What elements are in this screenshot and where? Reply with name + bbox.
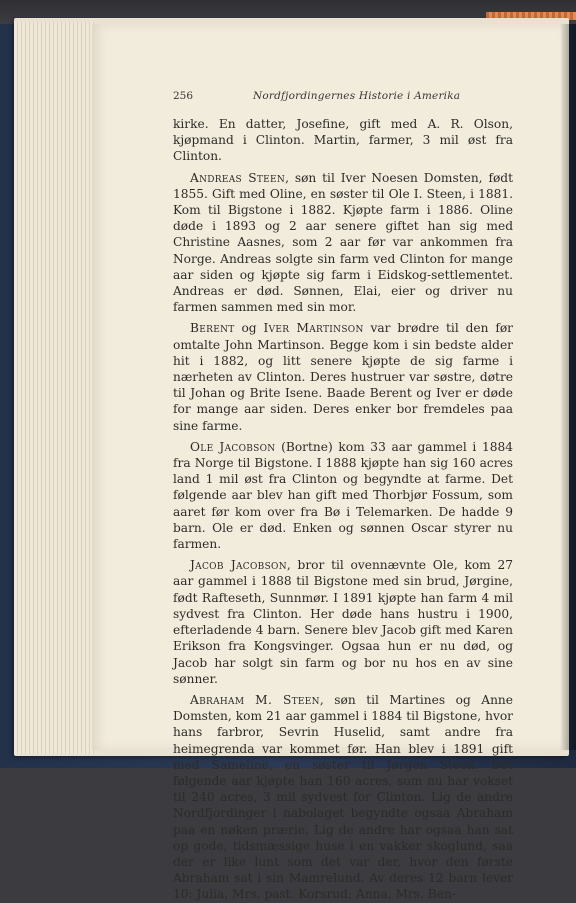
paragraph-text: var brødre til den før omtalte John Martinson. Begge kom i sin bedste alder hit i 1882, og litt senere kjøpte de sig farme i nærheten av Clinton. Deres hustruer var søstre, døtre til Johan og Brite Isene. Baade Berent og Iver er døde for mange aar siden. Deres enker bor fremdeles paa sine farme. — [173, 321, 514, 433]
person-name: Jacob Jacobson — [190, 558, 287, 573]
spine-shadow — [560, 24, 576, 750]
paragraph-jacob-jacobson — [173, 557, 513, 687]
paragraph-berent-iver — [173, 320, 513, 433]
body-text — [173, 116, 513, 903]
person-name: Berent — [190, 321, 235, 336]
joiner-word: og — [241, 321, 257, 336]
person-name: Iver Martinson — [263, 321, 364, 336]
running-title: Nordfjordingernes Historie i Amerika — [253, 90, 461, 102]
paragraph-continuation — [173, 116, 513, 165]
page-edges — [14, 22, 94, 754]
paragraph-abraham-steen — [173, 692, 513, 903]
paragraph-text: (Bortne) kom 33 aar gammel i 1884 fra Norge til Bigstone. I 1888 kjøpte han sig 160 acres land 1 mil øst fra Clinton og begyndte at farme. Det følgende aar blev han gift med Thorbjør Fossum, som aaret før kom over fra Bø i Telemarken. De hadde 9 barn. Ole er død. Enken og sønnen Oscar styrer nu farmen. — [173, 439, 513, 552]
paragraph-text: , søn til Iver Noesen Domsten, født 1855. Gift med Oline, en søster til Ole I. Steen, i 1881. Kom til Bigstone i 1882. Kjøpte farm i 1886. Oline døde i 1893 og 2 aar senere giftet han sig med Christine Aasnes, som 2 aar før var ankommen fra Norge. Andreas solgte sin farm ved Clinton for mange aar siden og kjøpte sig farm i Eidskog-settlementet. Andreas er død. Sønnen, Elai, eier og driver nu farmen sammen med sin mor. — [173, 170, 513, 315]
person-name: Ole Jacobson — [190, 439, 276, 454]
paragraph-ole-jacobson — [173, 439, 513, 552]
paragraph-andreas-steen — [173, 170, 513, 316]
paragraph-text: kirke. En datter, Josefine, gift med A. R. Olson, kjøpmand i Clinton. Martin, farmer, 3 mil øst fra Clinton. — [173, 117, 513, 164]
person-name: Abraham M. Steen — [190, 692, 320, 707]
paragraph-text: , søn til Martines og Anne Domsten, kom 21 aar gammel i 1884 til Bigstone, hvor hans farbror, Sevrin Huselid, samt andre fra heimegrenda var kommet før. Han blev i 1891 gift med Sameline, en søster til Jørgen Steen. Det følgende aar kjøpte han 160 acres, som nu har vokset til 240 acres, 3 mil sydvest for Clinton. Lig de andre Nordfjordinger i nabolaget begyndte ogsaa Abraham paa en nøken prærie. Lig de andre har ogsaa han sat op gode, tidsmæssige huse i en vakker skoglund, saa der er like lunt som det var der, hvor den første Abraham sat i sin Mamrelund. Av deres 12 barn lever 10: Julia, Mrs. past. Korsrud; Anna, Mrs. Ben- — [173, 692, 513, 902]
person-name: Andreas Steen — [190, 170, 286, 185]
running-head — [173, 90, 513, 104]
paragraph-text: , bror til ovennævnte Ole, kom 27 aar gammel i 1888 til Bigstone med sin brud, Jørgine, født Rafteseth, Sunnmør. I 1891 kjøpte han farm 4 mil sydvest fra Clinton. Her døde hans hustru i 1900, efterladende 4 barn. Senere blev Jacob gift med Karen Erikson fra Kongsvinger. Ogsaa hun er nu død, og Jacob har solgt sin farm og bor nu hos en av sine sønner. — [173, 558, 513, 686]
page-number: 256 — [173, 90, 194, 102]
